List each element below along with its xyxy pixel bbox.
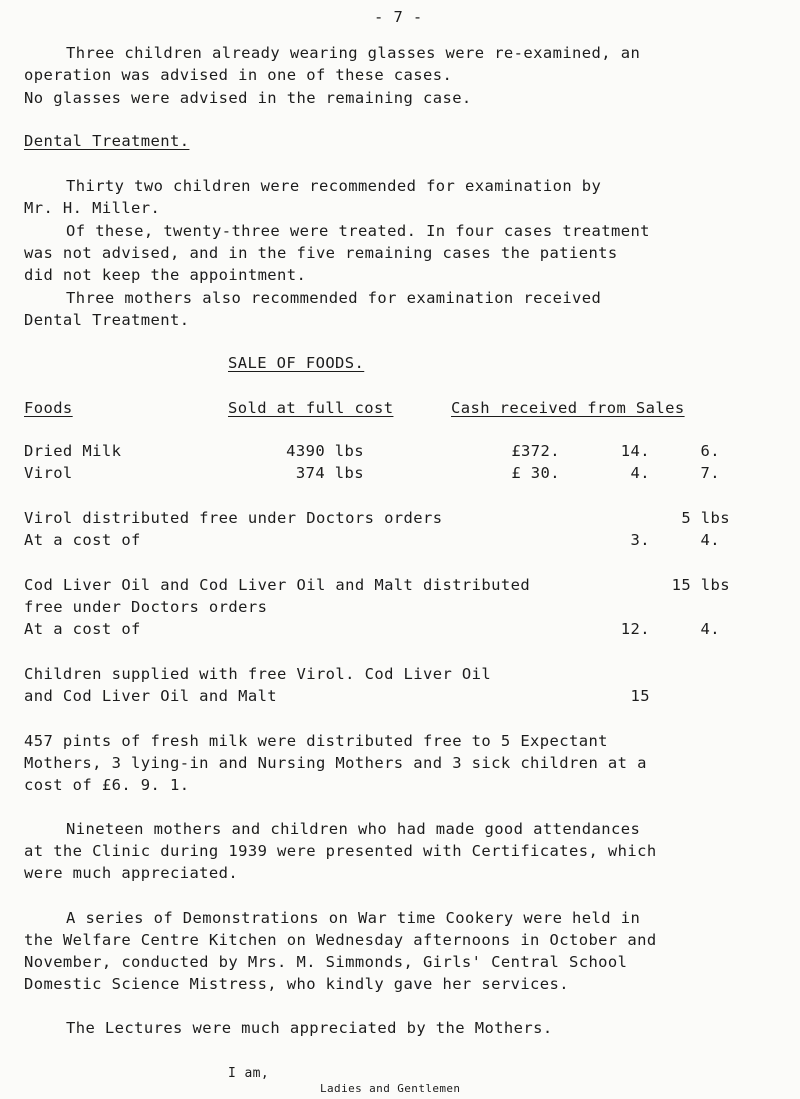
row-pounds: £372. <box>511 442 560 460</box>
dental-heading: Dental Treatment. <box>24 132 190 150</box>
virol-free-line: Virol distributed free under Doctors orders <box>24 509 443 527</box>
col-header-foods: Foods <box>24 399 73 417</box>
closing-i-am: I am, <box>228 1066 270 1081</box>
intro-line-2: operation was advised in one of these cases. <box>24 66 453 84</box>
dental-p1-line-1: Thirty two children were recommended for examination by <box>66 177 602 195</box>
row-shillings: 14. <box>620 442 650 460</box>
page-number: - 7 - <box>374 8 423 26</box>
virol-cost-label: At a cost of <box>24 531 141 549</box>
dental-p1-line-2: Mr. H. Miller. <box>24 199 161 217</box>
children-line-2: and Cod Liver Oil and Malt <box>24 687 278 705</box>
certs-line-2: at the Clinic during 1939 were presented with Certificates, which <box>24 842 657 860</box>
cod-cost-label: At a cost of <box>24 620 141 638</box>
row-qty: 4390 lbs <box>286 442 364 460</box>
cod-line-2: free under Doctors orders <box>24 598 268 616</box>
cod-cost-pence: 4. <box>700 620 720 638</box>
row-food: Dried Milk <box>24 442 122 460</box>
milk-line-2: Mothers, 3 lying-in and Nursing Mothers and 3 sick children at a <box>24 754 647 772</box>
dental-p3-line-2: Dental Treatment. <box>24 311 190 329</box>
dental-p3-line-1: Three mothers also recommended for examination received <box>66 289 602 307</box>
intro-line-3: No glasses were advised in the remaining case. <box>24 89 472 107</box>
dental-p2-line-3: did not keep the appointment. <box>24 266 307 284</box>
children-line-1: Children supplied with free Virol. Cod Liver Oil <box>24 665 492 683</box>
row-shillings: 4. <box>630 464 650 482</box>
certs-line-3: were much appreciated. <box>24 864 239 882</box>
col-header-sold: Sold at full cost <box>228 399 394 417</box>
demos-line-3: November, conducted by Mrs. M. Simmonds, Girls' Central School <box>24 953 628 971</box>
row-qty: 374 lbs <box>295 464 364 482</box>
dental-p2-line-2: was not advised, and in the five remaining cases the patients <box>24 244 618 262</box>
cod-qty: 15 lbs <box>671 576 730 594</box>
lectures-line: The Lectures were much appreciated by the Mothers. <box>66 1019 553 1037</box>
children-count: 15 <box>630 687 650 705</box>
virol-free-qty: 5 lbs <box>681 509 730 527</box>
milk-line-3: cost of £6. 9. 1. <box>24 776 190 794</box>
col-header-cash: Cash received from Sales <box>451 399 685 417</box>
row-pounds: £ 30. <box>511 464 560 482</box>
closing-salutation: Ladies and Gentlemen <box>320 1082 461 1095</box>
intro-line-1: Three children already wearing glasses were re-examined, an <box>66 44 641 62</box>
virol-cost-pence: 4. <box>700 531 720 549</box>
row-food: Virol <box>24 464 73 482</box>
demos-line-1: A series of Demonstrations on War time Cookery were held in <box>66 909 641 927</box>
milk-line-1: 457 pints of fresh milk were distributed free to 5 Expectant <box>24 732 608 750</box>
virol-cost-shillings: 3. <box>630 531 650 549</box>
demos-line-4: Domestic Science Mistress, who kindly gave her services. <box>24 975 569 993</box>
cod-line-1: Cod Liver Oil and Cod Liver Oil and Malt distributed <box>24 576 531 594</box>
cod-cost-shillings: 12. <box>620 620 650 638</box>
sale-heading: SALE OF FOODS. <box>228 354 365 372</box>
row-pence: 6. <box>700 442 720 460</box>
demos-line-2: the Welfare Centre Kitchen on Wednesday afternoons in October and <box>24 931 657 949</box>
certs-line-1: Nineteen mothers and children who had made good attendances <box>66 820 641 838</box>
dental-p2-line-1: Of these, twenty-three were treated. In four cases treatment <box>66 222 650 240</box>
row-pence: 7. <box>700 464 720 482</box>
